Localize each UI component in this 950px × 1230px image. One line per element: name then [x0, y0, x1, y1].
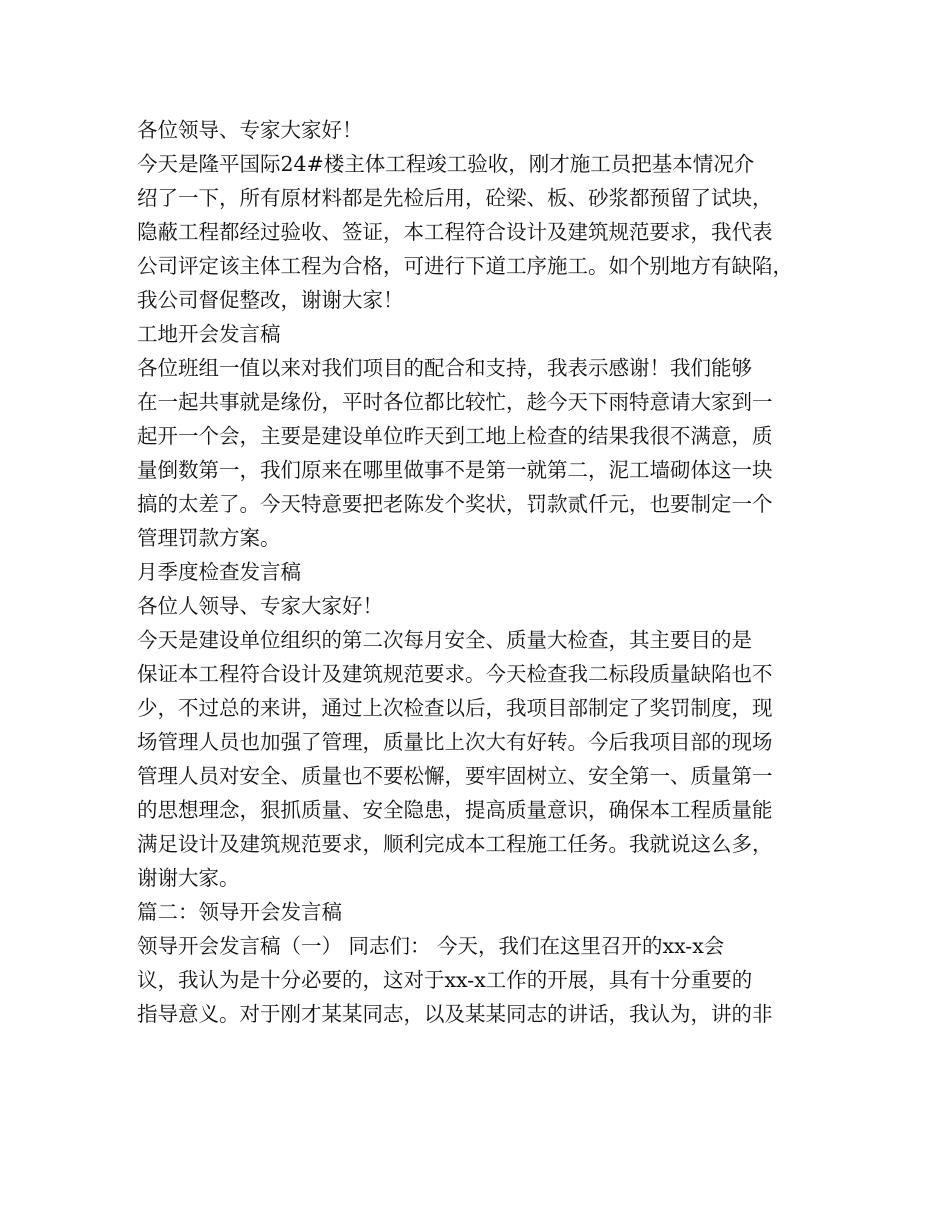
text-line: 在一起共事就是缘份，平时各位都比较忙，趁今天下雨特意请大家到一 [137, 390, 773, 414]
text-line: 议，我认为是十分必要的，这对于xx-x工作的开展，具有十分重要的 [137, 968, 753, 992]
text-line: 少，不过总的来讲，通过上次检查以后，我项目部制定了奖罚制度，现 [137, 696, 773, 720]
text-line: 谢谢大家。 [137, 866, 240, 890]
text-line: 各位班组一值以来对我们项目的配合和支持，我表示感谢！我们能够 [137, 356, 752, 380]
text-line: 满足设计及建筑规范要求，顺利完成本工程施工任务。我就说这么多， [137, 832, 773, 856]
text-line: 领导开会发言稿（一） 同志们： 今天，我们在这里召开的xx-x会 [137, 934, 725, 958]
section-heading: 工地开会发言稿 [137, 322, 281, 346]
text-line: 指导意义。对于刚才某某同志，以及某某同志的讲话，我认为，讲的非 [137, 1002, 773, 1026]
text-line: 管理人员对安全、质量也不要松懈，要牢固树立、安全第一、质量第一 [137, 764, 773, 788]
text-line: 各位领导、专家大家好！ [137, 118, 363, 142]
text-line: 的思想理念，狠抓质量、安全隐患，提高质量意识，确保本工程质量能 [137, 798, 773, 822]
text-line: 隐蔽工程都经过验收、签证，本工程符合设计及建筑规范要求，我代表 [137, 220, 773, 244]
text-line: 搞的太差了。今天特意要把老陈发个奖状，罚款贰仟元，也要制定一个 [137, 492, 773, 516]
text-line: 今天是建设单位组织的第二次每月安全、质量大检查，其主要目的是 [137, 628, 752, 652]
section-heading: 篇二：领导开会发言稿 [137, 900, 342, 924]
text-line: 起开一个会，主要是建设单位昨天到工地上检查的结果我很不满意，质 [137, 424, 773, 448]
text-line: 量倒数第一，我们原来在哪里做事不是第一就第二，泥工墙砌体这一块 [137, 458, 773, 482]
text-line: 保证本工程符合设计及建筑规范要求。今天检查我二标段质量缺陷也不 [137, 662, 773, 686]
section-heading: 月季度检查发言稿 [137, 560, 301, 584]
text-line: 场管理人员也加强了管理，质量比上次大有好转。今后我项目部的现场 [137, 730, 773, 754]
text-line: 公司评定该主体工程为合格，可进行下道工序施工。如个别地方有缺陷， [137, 254, 793, 278]
text-line: 管理罚款方案。 [137, 526, 281, 550]
text-line: 绍了一下，所有原材料都是先检后用，砼梁、板、砂浆都预留了试块， [137, 186, 773, 210]
text-line: 各位人领导、专家大家好！ [137, 594, 383, 618]
text-line: 今天是隆平国际24#楼主体工程竣工验收，刚才施工员把基本情况介 [137, 152, 755, 176]
text-line: 我公司督促整改，谢谢大家！ [137, 288, 404, 312]
